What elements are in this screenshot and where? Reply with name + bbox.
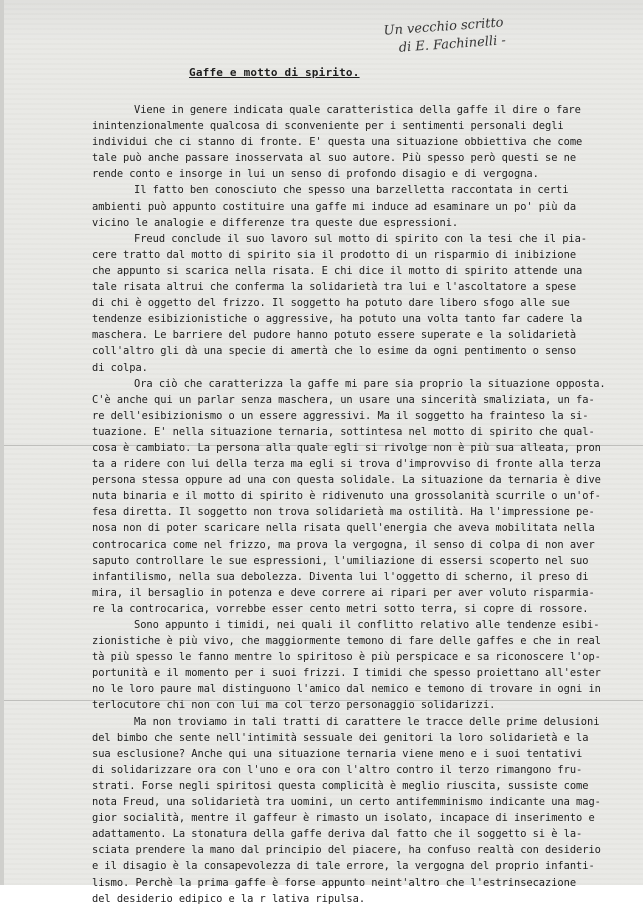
text-line: infantilismo, nella sua debolezza. Diventa lui l'oggetto di scherno, il preso di xyxy=(92,570,589,583)
text-line: controcarica come nel frizzo, ma prova la vergogna, il senso di colpa di non aver xyxy=(92,538,595,551)
text-line: terlocutore chi non con lui ma col terzo personaggio solidarizzi. xyxy=(92,699,496,712)
text-line: e il disagio è la consapevolezza di tale errore, la vergogna del proprio infanti- xyxy=(92,860,595,873)
text-line: zionistiche è più vivo, che maggiormente temono di fare delle gaffes e che in real xyxy=(92,635,601,648)
text-line: sua esclusione? Anche qui una situazione ternaria viene meno e i suoi tentativi xyxy=(92,747,583,760)
text-line: strati. Forse negli spiritosi questa complicità è meglio riuscita, sussiste come xyxy=(92,779,589,792)
text-line: adattamento. La stonatura della gaffe deriva dal fatto che il soggetto si è la- xyxy=(92,828,583,841)
text-line: nota Freud, una solidarietà tra uomini, un certo antifemminismo indicante una mag- xyxy=(92,796,601,809)
text-line: saputo controllare le sue espressioni, l'umiliazione di essersi scoperto nel suo xyxy=(92,554,589,567)
text-line: inintenzionalmente qualcosa di sconveniente per i sentimenti personali degli xyxy=(92,120,564,133)
text-line: cosa è cambiato. La persona alla quale egli si rivolge non è più sua alleata, pron xyxy=(92,441,601,454)
text-line: tendenze esibizionistiche o aggressive, ha potuto una volta tanto far cadere la xyxy=(92,313,583,326)
text-line: sciata prendere la mano dal principio del piacere, ha confuso realtà con desiderio xyxy=(92,844,601,857)
document-body xyxy=(92,102,637,907)
text-line: vicino le analogie e differenze tra queste due espressioni. xyxy=(92,216,459,229)
text-line: tuazione. E' nella situazione ternaria, sottintesa nel motto di spirito che qual- xyxy=(92,425,595,438)
text-line: del desiderio edipico e la r lativa ripulsa. xyxy=(92,892,366,905)
text-line: cere tratto dal motto di spirito sia il prodotto di un risparmio di inibizione xyxy=(92,248,577,261)
text-line: Il fatto ben conosciuto che spesso una barzelletta raccontata in certi xyxy=(134,184,569,197)
text-line: Viene in genere indicata quale caratteristica della gaffe il dire o fare xyxy=(134,104,581,116)
text-line: persona stessa oppure ad una con questa solidale. La situazione da ternaria è dive xyxy=(92,474,601,487)
text-line: re la controcarica, vorrebbe esser cento metri sotto terra, si copre di rossore. xyxy=(92,602,589,615)
text-line: maschera. Le barriere del pudore hanno potuto essere superate e la solidarietà xyxy=(92,329,577,342)
text-line: no le loro paure mal distinguono l'amico dal nemico e temono di trovare in ogni in xyxy=(92,683,601,696)
text-line: di chi è oggetto del frizzo. Il soggetto ha potuto dare libero sfogo alle sue xyxy=(92,297,570,310)
text-line: mira, il bersaglio in potenza e deve correre ai ripari per aver voluto risparmia- xyxy=(92,586,595,599)
text-line: Sono appunto i timidi, nei quali il conflitto relativo alle tendenze esibi- xyxy=(134,619,600,631)
text-line: lismo. Perchè la prima gaffe è forse appunto neint'altro che l'estrinsecazione xyxy=(92,876,577,889)
text-line: tale risata altrui che conferma la solidarietà tra lui e l'ascoltatore a spese xyxy=(92,281,577,294)
text-line: tà più spesso le fanno mentre lo spiritoso è più perspicace e sa riconoscere l'op- xyxy=(92,651,601,664)
text-line: ambienti può appunto costituire una gaffe mi induce ad esaminare un po' più da xyxy=(92,200,577,213)
text-line: di solidarizzare ora con l'uno e ora con l'altro contro il terzo rimangono fru- xyxy=(92,763,583,776)
text-line: Ora ciò che caratterizza la gaffe mi pare sia proprio la situazione opposta. xyxy=(134,377,606,390)
text-line: che appunto si scarica nella risata. E chi dice il motto di spirito attende una xyxy=(92,264,583,277)
text-line: del bimbo che sente nell'intimità sessuale dei genitori la loro solidarietà e la xyxy=(92,731,589,744)
handwritten-note xyxy=(383,5,635,58)
text-line: portunità e il momento per i suoi frizzi. I timidi che spesso proiettano all'ester xyxy=(92,667,601,680)
document-title: Gaffe e motto di spirito. xyxy=(189,66,360,79)
text-line: nuta binaria e il motto di spirito è ridivenuto una grossolanità scurrile o un'of- xyxy=(92,490,601,503)
text-line: individui che ci stanno di fronte. E' questa una situazione obbiettiva che come xyxy=(92,136,583,149)
text-line: nosa non di poter scaricare nella risata quell'energia che aveva mobilitata nella xyxy=(92,522,595,535)
text-line: C'è anche qui un parlar senza maschera, un usare una sincerità smaliziata, un fa- xyxy=(92,393,595,406)
handwritten-note-line: di E. Fachinelli - xyxy=(398,33,507,56)
text-line: gior socialità, mentre il gaffeur è rimasto un isolato, incapace di inserimento e xyxy=(92,812,595,825)
text-line: Freud conclude il suo lavoro sul motto di spirito con la tesi che il pia- xyxy=(134,232,588,245)
text-line: rende conto e insorge in lui un senso di profondo disagio e di vergogna. xyxy=(92,168,539,181)
text-line: Ma non troviamo in tali tratti di carattere le tracce delle prime delusioni xyxy=(134,715,600,728)
text-line: coll'altro gli dà una specie di amertà che lo esime da ogni pentimento o senso xyxy=(92,345,577,358)
text-line: tale può anche passare inosservata al suo autore. Più spesso però questi se ne xyxy=(92,152,577,165)
text-line: di colpa. xyxy=(92,361,148,374)
text-line: ta a ridere con lui della terza ma egli si trova d'improvviso di fronte alla terza xyxy=(92,458,601,471)
text-line: re dell'esibizionismo o un essere aggressivi. Ma il soggetto ha frainteso la si- xyxy=(92,409,589,422)
text-line: fesa diretta. Il soggetto non trova solidarietà ma ostilità. Ha l'impressione pe- xyxy=(92,506,595,519)
handwritten-note-line: Un vecchio scritto xyxy=(383,15,505,39)
